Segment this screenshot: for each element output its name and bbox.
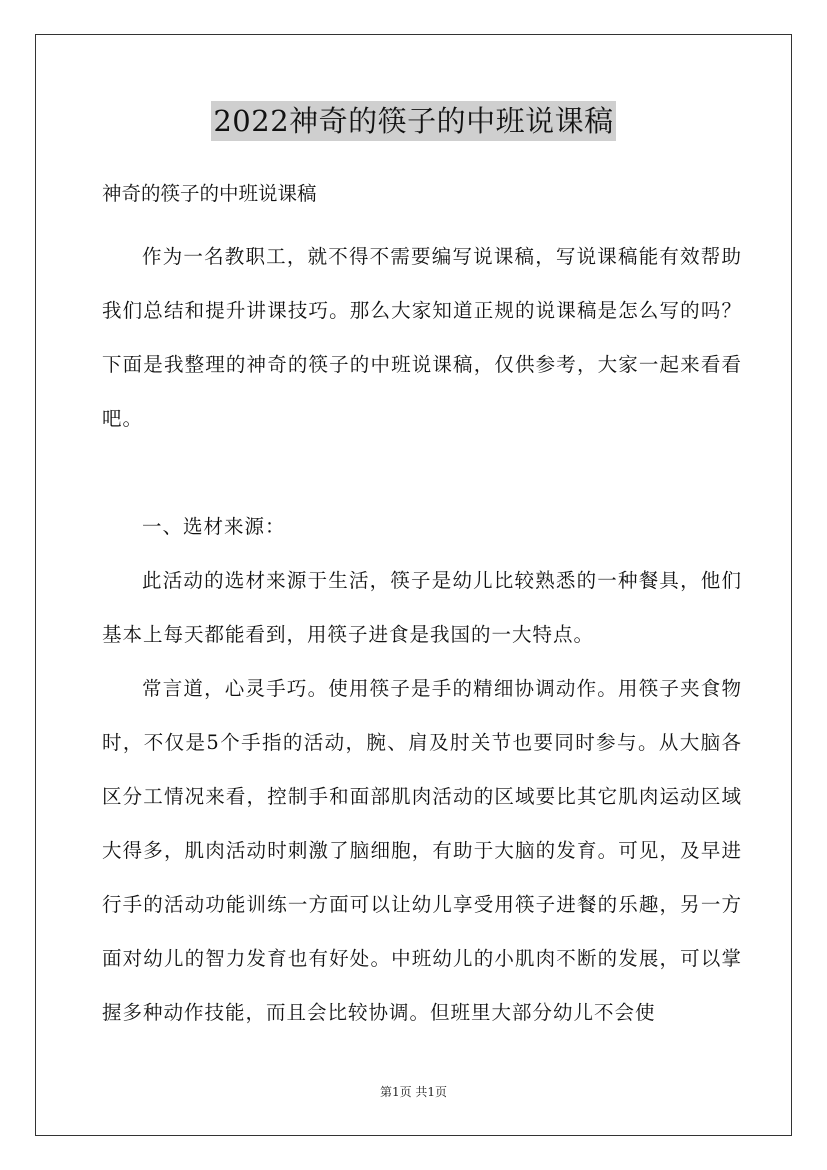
intro-paragraph: 作为一名教职工，就不得不需要编写说课稿，写说课稿能有效帮助我们总结和提升讲课技巧。那么大家知道正规的说课稿是怎么写的吗？下面是我整理的神奇的筷子的中班说课稿，仅供参考，大家一起来看看吧。 bbox=[102, 245, 742, 430]
page-footer: 第1页 共1页 bbox=[379, 1085, 448, 1099]
section-heading: 一、选材来源： bbox=[142, 515, 286, 538]
document-title: 2022神奇的筷子的中班说课稿 bbox=[211, 101, 615, 141]
document-body bbox=[102, 176, 742, 1040]
body-paragraph-2: 常言道，心灵手巧。使用筷子是手的精细协调动作。用筷子夹食物时，不仅是5个手指的活动，腕、肩及肘关节也要同时参与。从大脑各区分工情况来看，控制手和面部肌肉活动的区域要比其它肌肉运动区域大得多，肌肉活动时刺激了脑细胞，有助于大脑的发育。可见，及早进行手的活动功能训练一方面可以让幼儿享受用筷子进餐的乐趣，另一方面对幼儿的智力发育也有好处。中班幼儿的小肌肉不断的发展，可以掌握多种动作技能，而且会比较协调。但班里大部分幼儿不会使 bbox=[102, 677, 742, 1024]
title-container bbox=[0, 101, 827, 141]
document-subtitle: 神奇的筷子的中班说课稿 bbox=[102, 182, 317, 205]
body-paragraph-1: 此活动的选材来源于生活，筷子是幼儿比较熟悉的一种餐具，他们基本上每天都能看到，用筷子进食是我国的一大特点。 bbox=[102, 569, 742, 646]
paragraph-spacer bbox=[102, 446, 742, 500]
